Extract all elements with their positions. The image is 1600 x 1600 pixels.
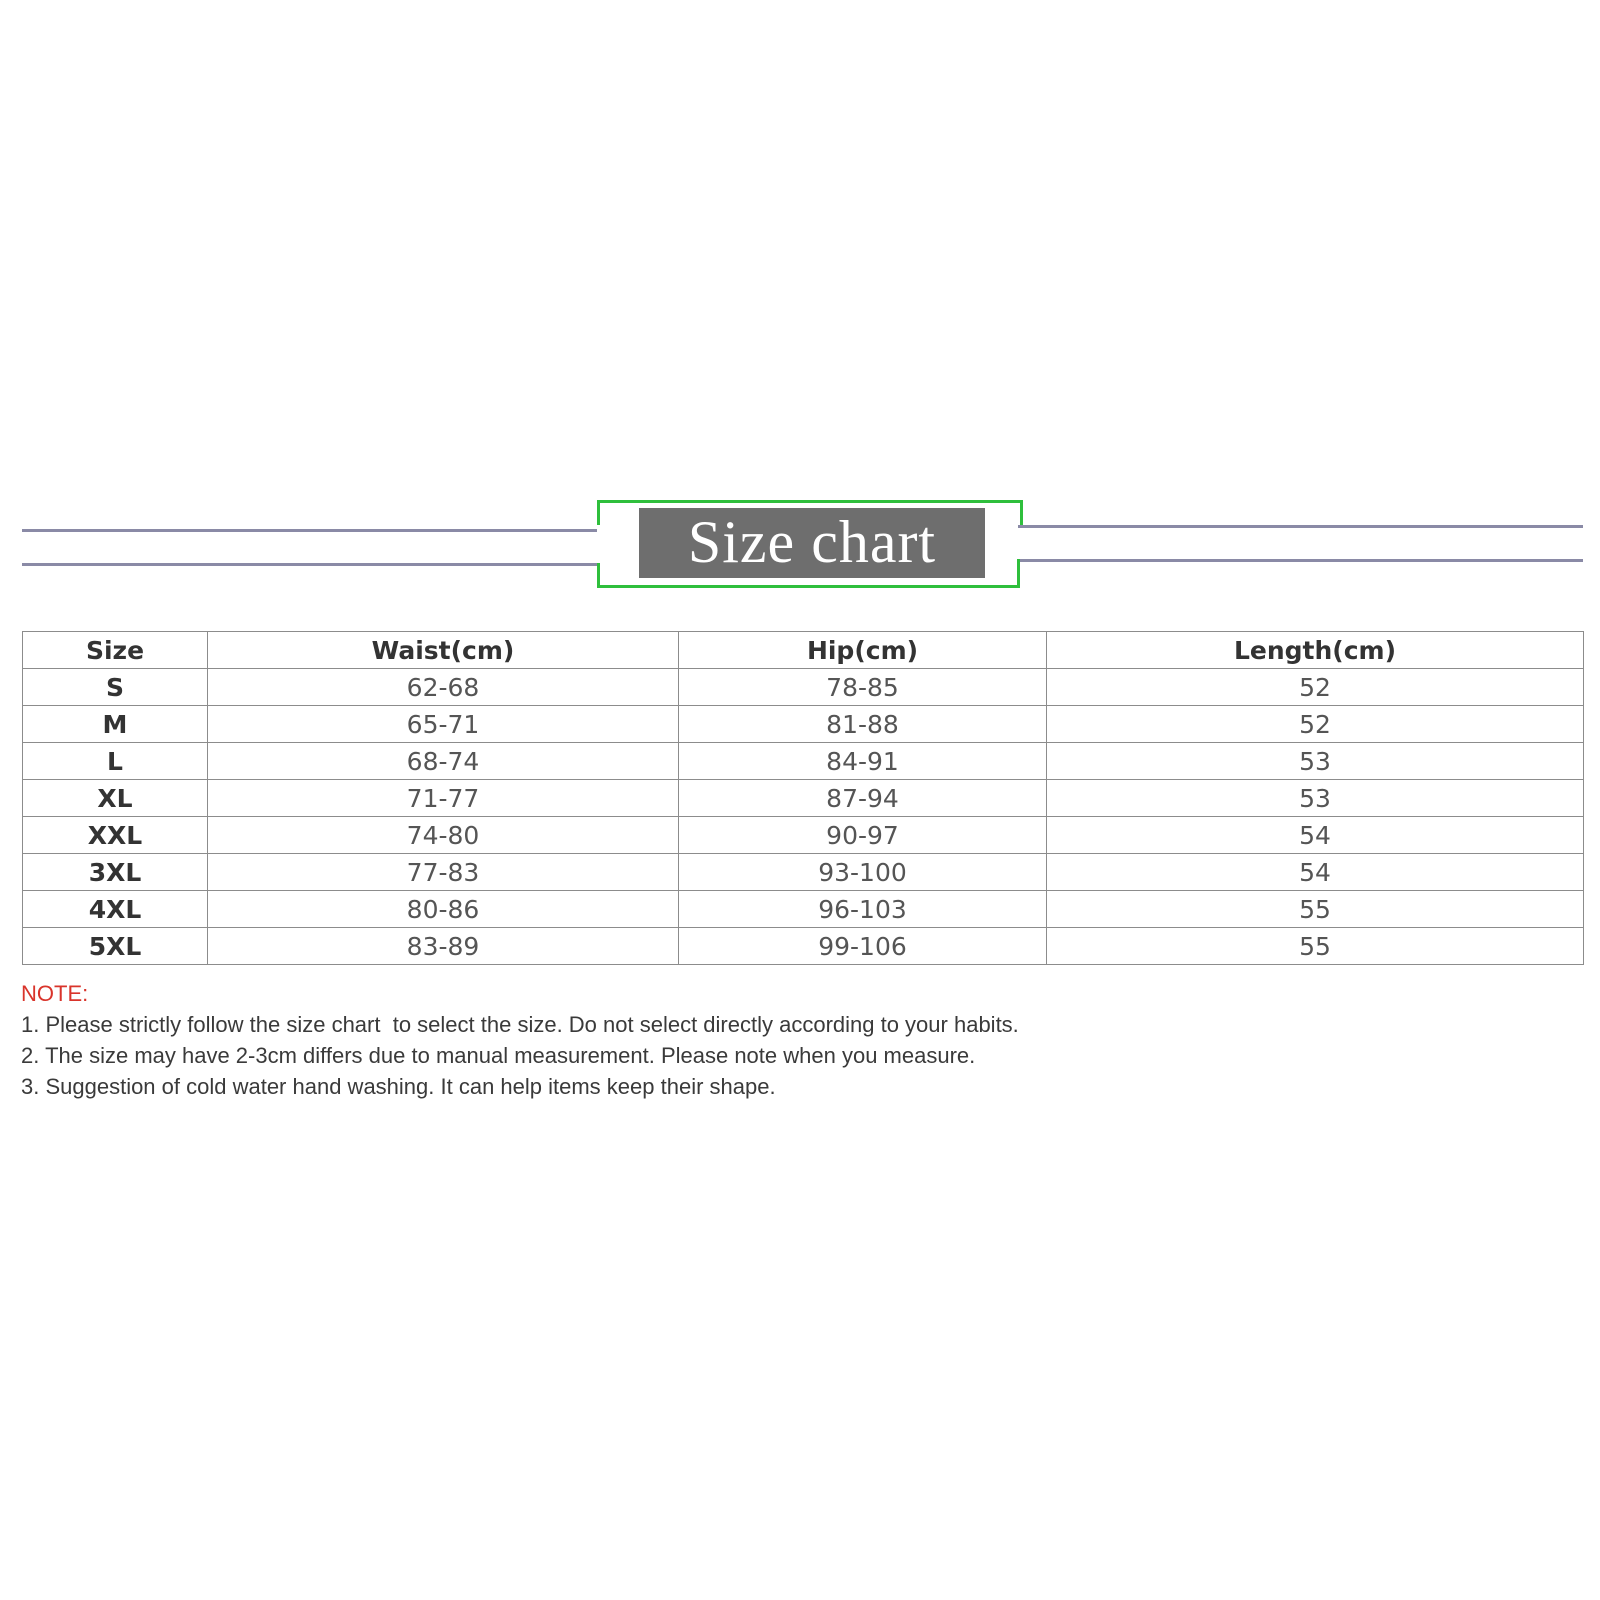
waist-cell: 77-83 — [208, 854, 679, 891]
waist-cell: 74-80 — [208, 817, 679, 854]
note-item: 2. The size may have 2-3cm differs due to manual measurement. Please note when you measure. — [21, 1043, 976, 1068]
column-header-length: Length(cm) — [1047, 632, 1584, 669]
table-header-row — [23, 632, 1584, 669]
left-bottom-decorative-line — [22, 563, 597, 566]
table-row — [23, 928, 1584, 965]
title-frame-right-bottom-stub — [1017, 559, 1020, 585]
hip-cell: 78-85 — [679, 669, 1047, 706]
left-top-decorative-line — [22, 529, 597, 532]
length-cell: 55 — [1047, 928, 1584, 965]
column-header-size: Size — [23, 632, 208, 669]
column-header-hip: Hip(cm) — [679, 632, 1047, 669]
waist-cell: 65-71 — [208, 706, 679, 743]
waist-cell: 83-89 — [208, 928, 679, 965]
table-row — [23, 817, 1584, 854]
table-row — [23, 669, 1584, 706]
notes-section — [21, 978, 1421, 1102]
length-cell: 55 — [1047, 891, 1584, 928]
hip-cell: 96-103 — [679, 891, 1047, 928]
size-cell: XL — [23, 780, 208, 817]
note-item: 3. Suggestion of cold water hand washing. It can help items keep their shape. — [21, 1074, 776, 1099]
length-cell: 54 — [1047, 817, 1584, 854]
table-row — [23, 780, 1584, 817]
size-cell: 4XL — [23, 891, 208, 928]
waist-cell: 62-68 — [208, 669, 679, 706]
length-cell: 53 — [1047, 780, 1584, 817]
table-row — [23, 854, 1584, 891]
hip-cell: 99-106 — [679, 928, 1047, 965]
table-row — [23, 743, 1584, 780]
table-row — [23, 706, 1584, 743]
page-title: Size chart — [687, 509, 937, 575]
waist-cell: 71-77 — [208, 780, 679, 817]
note-item: 1. Please strictly follow the size chart to select the size. Do not select directly according to your habits. — [21, 1012, 1019, 1037]
hip-cell: 90-97 — [679, 817, 1047, 854]
length-cell: 52 — [1047, 669, 1584, 706]
table-row — [23, 891, 1584, 928]
size-table — [22, 631, 1584, 965]
right-bottom-decorative-line — [1018, 559, 1583, 562]
size-cell: XXL — [23, 817, 208, 854]
size-cell: L — [23, 743, 208, 780]
note-heading: NOTE: — [21, 981, 89, 1006]
hip-cell: 93-100 — [679, 854, 1047, 891]
hip-cell: 84-91 — [679, 743, 1047, 780]
size-chart-header — [0, 0, 1600, 620]
waist-cell: 68-74 — [208, 743, 679, 780]
hip-cell: 81-88 — [679, 706, 1047, 743]
size-cell: 5XL — [23, 928, 208, 965]
right-top-decorative-line — [1018, 525, 1583, 528]
size-cell: 3XL — [23, 854, 208, 891]
waist-cell: 80-86 — [208, 891, 679, 928]
size-cell: M — [23, 706, 208, 743]
length-cell: 54 — [1047, 854, 1584, 891]
title-box — [639, 508, 985, 578]
length-cell: 52 — [1047, 706, 1584, 743]
size-cell: S — [23, 669, 208, 706]
column-header-waist: Waist(cm) — [208, 632, 679, 669]
length-cell: 53 — [1047, 743, 1584, 780]
hip-cell: 87-94 — [679, 780, 1047, 817]
